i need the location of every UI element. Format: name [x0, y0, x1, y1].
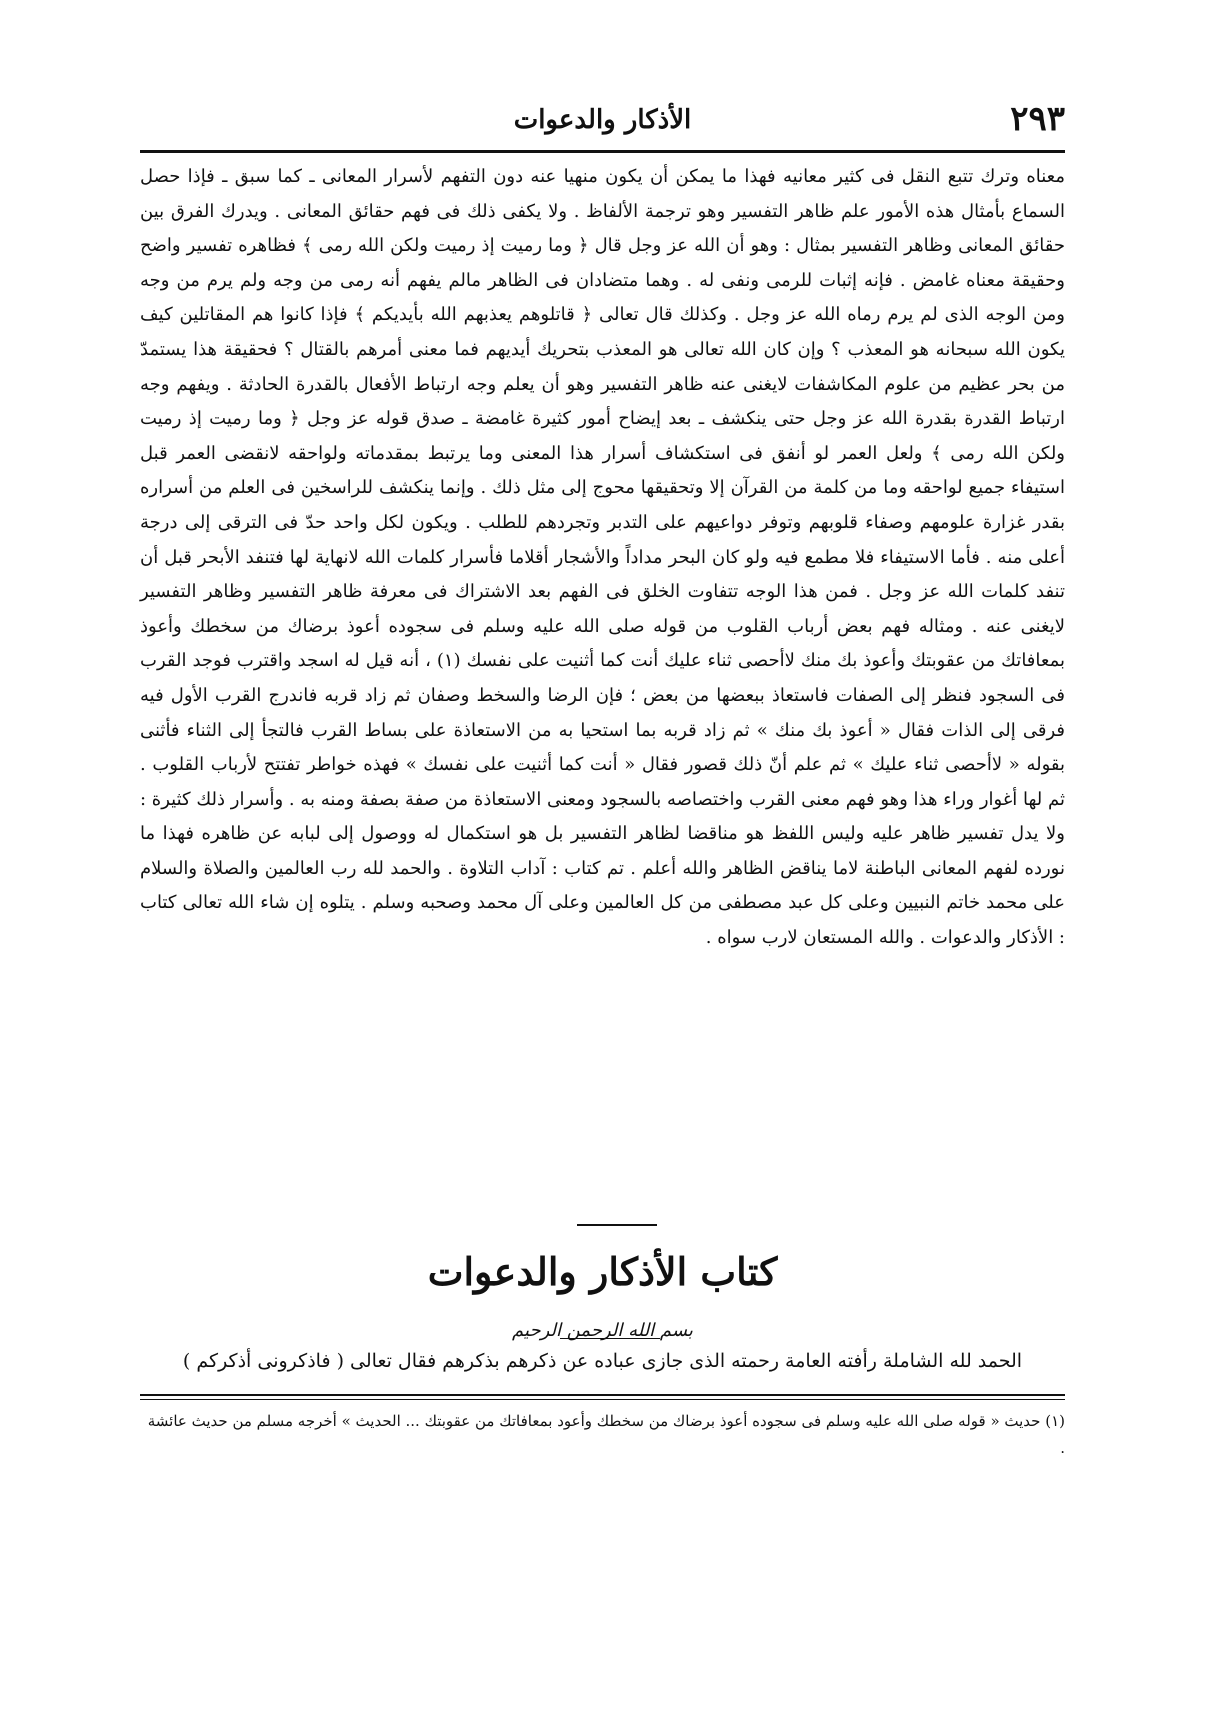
- chapter-title: كتاب الأذكار والدعوات: [427, 1249, 778, 1294]
- page-header: [140, 100, 1065, 146]
- footnote: (١) حديث « قوله صلى الله عليه وسلم فى سجوده أعوذ برضاك من سخطك وأعود بمعافاتك من عقوبتك ... الحديث » أخرجه مسلم من حديث عائشة .: [147, 1412, 1065, 1457]
- footnote-rule-thick: [140, 1394, 1065, 1396]
- main-paragraph: معناه وترك تتبع النقل فى كثير معانيه فهذا ما يمكن أن يكون منهيا عنه دون التفهم لأسرار المعانى ـ كما سبق ـ فإذا حصل السماع بأمثال هذه الأمور علم ظاهر التفسير وهو ترجمة الألفاظ . ولا يكفى ذلك فى فهم حقائق المعانى . ويدرك الفرق بين حقائق المعانى وظاهر التفسير بمثال : وهو أن الله عز وجل قال ﴿ وما رميت إذ رميت ولكن الله رمى ﴾ فظاهره تفسير واضح وحقيقة معناه غامض . فإنه إثبات للرمى ونفى له . وهما متضادان فى الظاهر مالم يفهم أنه رمى من وجه ولم يرم من وجه ومن الوجه الذى لم يرم رماه الله عز وجل . وكذلك قال تعالى ﴿ قاتلوهم يعذبهم الله بأيديكم ﴾ فإذا كانوا هم المقاتلين كيف يكون الله سبحانه هو المعذب ؟ وإن كان الله تعالى هو المعذب بتحريك أيديهم فما معنى أمرهم بالقتال ؟ فحقيقة هذا يستمدّ من بحر عظيم من علوم المكاشفات لايغنى عنه ظاهر التفسير وهو أن يعلم وجه ارتباط الأفعال بالقدرة الحادثة . ويفهم وجه ارتباط القدرة بقدرة الله عز وجل حتى ينكشف ـ بعد إيضاح أمور كثيرة غامضة ـ صدق قوله عز وجل ﴿ وما رميت إذ رميت ولكن الله رمى ﴾ ولعل العمر لو أنفق فى استكشاف أسرار هذا المعنى وما يرتبط بمقدماته ولواحقه لانقضى العمر قبل استيفاء جميع لواحقه وما من كلمة من القرآن إلا وتحقيقها محوج إلى مثل ذلك . وإنما ينكشف للراسخين فى العلم من أسراره بقدر غزارة علومهم وصفاء قلوبهم وتوفر دواعيهم على التدبر وتجردهم للطلب . ويكون لكل واحد حدّ فى الترقى إلى درجة أعلى منه . فأما الاستيفاء فلا مطمع فيه ولو كان البحر مداداً والأشجار أقلاما فأسرار كلمات الله لانهاية لها فتنفد الأبحر قبل أن تنفد كلمات الله عز وجل . فمن هذا الوجه تتفاوت الخلق فى الفهم بعد الاشتراك فى معرفة ظاهر التفسير وظاهر التفسير لايغنى عنه . ومثاله فهم بعض أرباب القلوب من قوله صلى الله عليه وسلم فى سجوده أعوذ برضاك من سخطك وأعوذ بمعافاتك من عقوبتك وأعوذ بك منك لاأحصى ثناء عليك أنت كما أثنيت على نفسك (١) ، أنه قيل له اسجد واقترب فوجد القرب فى السجود فنظر إلى الصفات فاستعاذ ببعضها من بعض ؛ فإن الرضا والسخط وصفان ثم زاد قربه فاندرج القرب الأول فيه فرقى إلى الذات فقال « أعوذ بك منك » ثم زاد قربه بما استحيا به من الاستعاذة على بساط القرب فالتجأ إلى الثناء فأثنى بقوله « لاأحصى ثناء عليك » ثم علم أنّ ذلك قصور فقال « أنت كما أثنيت على نفسك » فهذه خواطر تفتتح لأرباب القلوب . ثم لها أغوار وراء هذا وهو فهم معنى القرب واختصاصه بالسجود ومعنى الاستعاذة من صفة بصفة ومنه به . وأسرار ذلك كثيرة : ولا يدل تفسير ظاهر عليه وليس اللفظ هو مناقضا لظاهر التفسير بل هو استكمال له ووصول إلى لبابه عن ظاهره فهذا ما نورده لفهم المعانى الباطنة لاما يناقض الظاهر والله أعلم . تم كتاب : آداب التلاوة . والحمد لله رب العالمين والصلاة والسلام على محمد خاتم النبيين وعلى كل عبد مصطفى من كل العالمين وعلى آل محمد وصحبه وسلم . يتلوه إن شاء الله تعالى كتاب : الأذكار والدعوات . والله المستعان لارب سواه .: [140, 166, 1065, 949]
- page-number: ٢٩٣: [1010, 99, 1065, 139]
- section-divider: [577, 1224, 657, 1226]
- header-rule: [140, 150, 1065, 153]
- basmala-calligraphy: بسم الله الرحمن الرحيم: [512, 1320, 693, 1341]
- chapter-opening-line: الحمد لله الشاملة رأفته العامة رحمته الذى جازى عباده عن ذكرهم بذكرهم فقال تعالى ( فاذكرونى أذكركم ): [182, 1350, 1023, 1372]
- running-title: الأذكار والدعوات: [513, 105, 692, 135]
- main-text: [140, 160, 1065, 956]
- footnote-rule-thin: [140, 1399, 1065, 1400]
- basmala-underline: [560, 1338, 660, 1339]
